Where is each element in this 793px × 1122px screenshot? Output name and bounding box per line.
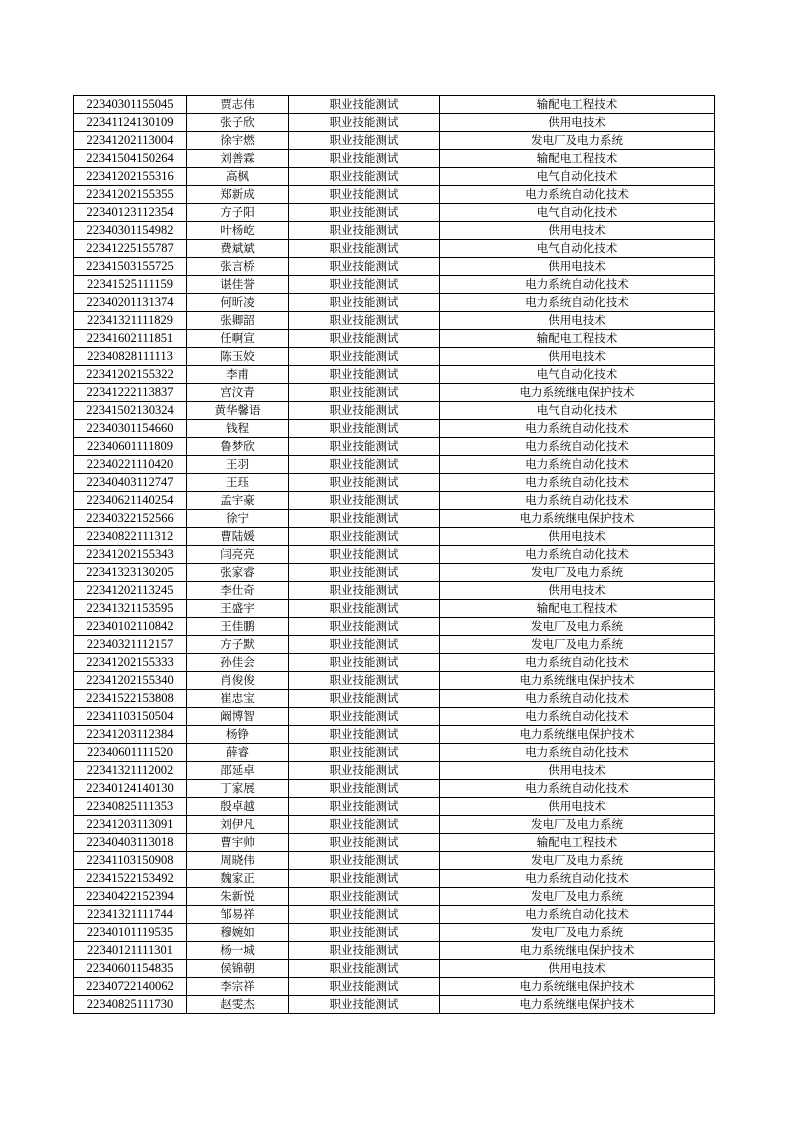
- candidate-name-cell: 王羽: [187, 456, 289, 474]
- candidate-name-cell: 薛睿: [187, 744, 289, 762]
- table-row: [74, 96, 715, 114]
- major-cell: 输配电工程技术: [440, 834, 715, 852]
- exam-type-cell: 职业技能测试: [289, 618, 440, 636]
- candidate-id-cell: 22341202155322: [74, 366, 187, 384]
- table-row: [74, 600, 715, 618]
- major-cell: 电力系统自动化技术: [440, 744, 715, 762]
- exam-type-cell: 职业技能测试: [289, 564, 440, 582]
- major-cell: 电力系统自动化技术: [440, 690, 715, 708]
- table-row: [74, 996, 715, 1014]
- candidate-id-cell: 22341522153492: [74, 870, 187, 888]
- candidate-id-cell: 22341202155343: [74, 546, 187, 564]
- table-row: [74, 960, 715, 978]
- major-cell: 电力系统自动化技术: [440, 186, 715, 204]
- candidate-name-cell: 肖俊俊: [187, 672, 289, 690]
- candidate-name-cell: 曹陆媛: [187, 528, 289, 546]
- exam-type-cell: 职业技能测试: [289, 582, 440, 600]
- exam-type-cell: 职业技能测试: [289, 240, 440, 258]
- exam-type-cell: 职业技能测试: [289, 402, 440, 420]
- table-row: [74, 276, 715, 294]
- candidate-id-cell: 22341202155316: [74, 168, 187, 186]
- candidate-id-cell: 22340601111520: [74, 744, 187, 762]
- table-row: [74, 150, 715, 168]
- candidate-name-cell: 侯锦朝: [187, 960, 289, 978]
- major-cell: 发电厂及电力系统: [440, 618, 715, 636]
- candidate-id-cell: 22341321153595: [74, 600, 187, 618]
- major-cell: 电力系统自动化技术: [440, 780, 715, 798]
- candidate-name-cell: 费斌斌: [187, 240, 289, 258]
- table-row: [74, 726, 715, 744]
- table-row: [74, 690, 715, 708]
- exam-type-cell: 职业技能测试: [289, 204, 440, 222]
- table-row: [74, 294, 715, 312]
- exam-type-cell: 职业技能测试: [289, 384, 440, 402]
- candidate-id-cell: 22341202113004: [74, 132, 187, 150]
- candidate-id-cell: 22340825111730: [74, 996, 187, 1014]
- exam-type-cell: 职业技能测试: [289, 492, 440, 510]
- candidate-id-cell: 22341103150504: [74, 708, 187, 726]
- major-cell: 电力系统自动化技术: [440, 546, 715, 564]
- candidate-name-cell: 李甫: [187, 366, 289, 384]
- major-cell: 电气自动化技术: [440, 402, 715, 420]
- major-cell: 电力系统继电保护技术: [440, 510, 715, 528]
- exam-type-cell: 职业技能测试: [289, 294, 440, 312]
- candidate-id-cell: 22341202155355: [74, 186, 187, 204]
- major-cell: 电力系统自动化技术: [440, 708, 715, 726]
- exam-type-cell: 职业技能测试: [289, 186, 440, 204]
- table-row: [74, 618, 715, 636]
- major-cell: 发电厂及电力系统: [440, 816, 715, 834]
- major-cell: 电气自动化技术: [440, 240, 715, 258]
- exam-type-cell: 职业技能测试: [289, 960, 440, 978]
- exam-type-cell: 职业技能测试: [289, 438, 440, 456]
- exam-type-cell: 职业技能测试: [289, 888, 440, 906]
- major-cell: 电力系统自动化技术: [440, 870, 715, 888]
- candidate-id-cell: 22340121111301: [74, 942, 187, 960]
- exam-type-cell: 职业技能测试: [289, 96, 440, 114]
- major-cell: 供用电技术: [440, 312, 715, 330]
- table-row: [74, 222, 715, 240]
- candidate-name-cell: 王盛宇: [187, 600, 289, 618]
- table-row: [74, 744, 715, 762]
- exam-type-cell: 职业技能测试: [289, 330, 440, 348]
- exam-type-cell: 职业技能测试: [289, 276, 440, 294]
- candidate-name-cell: 叶杨屹: [187, 222, 289, 240]
- candidate-name-cell: 徐宁: [187, 510, 289, 528]
- candidate-id-cell: 22341124130109: [74, 114, 187, 132]
- candidate-id-cell: 22341525111159: [74, 276, 187, 294]
- candidate-name-cell: 郑新成: [187, 186, 289, 204]
- table-row: [74, 132, 715, 150]
- candidate-id-cell: 22340301155045: [74, 96, 187, 114]
- candidate-name-cell: 邹易祥: [187, 906, 289, 924]
- candidate-id-cell: 22340101119535: [74, 924, 187, 942]
- table-row: [74, 870, 715, 888]
- exam-type-cell: 职业技能测试: [289, 672, 440, 690]
- candidate-id-cell: 22340422152394: [74, 888, 187, 906]
- table-row: [74, 924, 715, 942]
- major-cell: 供用电技术: [440, 348, 715, 366]
- candidate-id-cell: 22340124140130: [74, 780, 187, 798]
- candidate-id-cell: 22340201131374: [74, 294, 187, 312]
- major-cell: 电力系统自动化技术: [440, 438, 715, 456]
- candidate-name-cell: 张家睿: [187, 564, 289, 582]
- major-cell: 电气自动化技术: [440, 168, 715, 186]
- table-row: [74, 186, 715, 204]
- candidate-id-cell: 22341602111851: [74, 330, 187, 348]
- major-cell: 电力系统继电保护技术: [440, 726, 715, 744]
- major-cell: 输配电工程技术: [440, 96, 715, 114]
- candidate-id-cell: 22341202155340: [74, 672, 187, 690]
- exam-type-cell: 职业技能测试: [289, 510, 440, 528]
- exam-type-cell: 职业技能测试: [289, 798, 440, 816]
- candidate-id-cell: 22341203112384: [74, 726, 187, 744]
- candidate-id-cell: 22341502130324: [74, 402, 187, 420]
- table-row: [74, 888, 715, 906]
- major-cell: 发电厂及电力系统: [440, 924, 715, 942]
- table-row: [74, 438, 715, 456]
- candidate-name-cell: 孟宇豪: [187, 492, 289, 510]
- exam-type-cell: 职业技能测试: [289, 924, 440, 942]
- exam-type-cell: 职业技能测试: [289, 690, 440, 708]
- candidate-name-cell: 魏家正: [187, 870, 289, 888]
- candidate-name-cell: 赵雯杰: [187, 996, 289, 1014]
- exam-type-cell: 职业技能测试: [289, 852, 440, 870]
- table-row: [74, 564, 715, 582]
- major-cell: 电力系统自动化技术: [440, 276, 715, 294]
- exam-type-cell: 职业技能测试: [289, 942, 440, 960]
- table-row: [74, 582, 715, 600]
- candidate-id-cell: 22340722140062: [74, 978, 187, 996]
- candidate-name-cell: 徐宇燃: [187, 132, 289, 150]
- major-cell: 电力系统自动化技术: [440, 906, 715, 924]
- table-row: [74, 978, 715, 996]
- candidate-name-cell: 李仕奇: [187, 582, 289, 600]
- candidate-name-cell: 杨铮: [187, 726, 289, 744]
- exam-type-cell: 职业技能测试: [289, 312, 440, 330]
- exam-type-cell: 职业技能测试: [289, 906, 440, 924]
- exam-type-cell: 职业技能测试: [289, 708, 440, 726]
- exam-type-cell: 职业技能测试: [289, 528, 440, 546]
- candidate-id-cell: 22340822111312: [74, 528, 187, 546]
- exam-type-cell: 职业技能测试: [289, 978, 440, 996]
- candidate-id-cell: 22340321112157: [74, 636, 187, 654]
- candidate-id-cell: 22341504150264: [74, 150, 187, 168]
- candidate-id-cell: 22341202155333: [74, 654, 187, 672]
- candidate-name-cell: 殷卓越: [187, 798, 289, 816]
- candidate-name-cell: 张卿韶: [187, 312, 289, 330]
- table-row: [74, 114, 715, 132]
- candidate-id-cell: 22341321112002: [74, 762, 187, 780]
- table-row: [74, 330, 715, 348]
- candidate-name-cell: 王佳鹏: [187, 618, 289, 636]
- candidate-id-cell: 22340322152566: [74, 510, 187, 528]
- candidate-name-cell: 宫汶青: [187, 384, 289, 402]
- table-row: [74, 402, 715, 420]
- candidate-id-cell: 22340102110842: [74, 618, 187, 636]
- table-row: [74, 312, 715, 330]
- major-cell: 电力系统自动化技术: [440, 492, 715, 510]
- candidate-id-cell: 22341202113245: [74, 582, 187, 600]
- candidate-name-cell: 高枫: [187, 168, 289, 186]
- candidate-name-cell: 朱新悦: [187, 888, 289, 906]
- exam-type-cell: 职业技能测试: [289, 366, 440, 384]
- major-cell: 供用电技术: [440, 798, 715, 816]
- exam-type-cell: 职业技能测试: [289, 744, 440, 762]
- exam-type-cell: 职业技能测试: [289, 420, 440, 438]
- table-row: [74, 636, 715, 654]
- major-cell: 供用电技术: [440, 960, 715, 978]
- major-cell: 电力系统继电保护技术: [440, 978, 715, 996]
- table-row: [74, 168, 715, 186]
- candidate-id-cell: 22340601111809: [74, 438, 187, 456]
- exam-type-cell: 职业技能测试: [289, 870, 440, 888]
- candidate-name-cell: 阚博智: [187, 708, 289, 726]
- candidate-id-cell: 22341522153808: [74, 690, 187, 708]
- candidate-name-cell: 崔忠宝: [187, 690, 289, 708]
- table-row: [74, 852, 715, 870]
- candidate-name-cell: 闫亮亮: [187, 546, 289, 564]
- table-row: [74, 240, 715, 258]
- candidate-name-cell: 周晓伟: [187, 852, 289, 870]
- candidate-name-cell: 曹宇帅: [187, 834, 289, 852]
- table-row: [74, 906, 715, 924]
- exam-type-cell: 职业技能测试: [289, 762, 440, 780]
- candidate-id-cell: 22340601154835: [74, 960, 187, 978]
- candidate-name-cell: 任啊宣: [187, 330, 289, 348]
- candidate-id-cell: 22341323130205: [74, 564, 187, 582]
- major-cell: 供用电技术: [440, 582, 715, 600]
- major-cell: 发电厂及电力系统: [440, 852, 715, 870]
- candidate-name-cell: 钱程: [187, 420, 289, 438]
- exam-type-cell: 职业技能测试: [289, 168, 440, 186]
- exam-type-cell: 职业技能测试: [289, 600, 440, 618]
- major-cell: 电力系统继电保护技术: [440, 942, 715, 960]
- exam-type-cell: 职业技能测试: [289, 636, 440, 654]
- major-cell: 输配电工程技术: [440, 150, 715, 168]
- candidate-id-cell: 22341203113091: [74, 816, 187, 834]
- major-cell: 电力系统继电保护技术: [440, 996, 715, 1014]
- candidate-id-cell: 22341321111829: [74, 312, 187, 330]
- major-cell: 电气自动化技术: [440, 366, 715, 384]
- candidate-id-cell: 22340301154660: [74, 420, 187, 438]
- table-row: [74, 798, 715, 816]
- exam-type-cell: 职业技能测试: [289, 456, 440, 474]
- candidate-id-cell: 22340221110420: [74, 456, 187, 474]
- major-cell: 供用电技术: [440, 114, 715, 132]
- major-cell: 电力系统继电保护技术: [440, 672, 715, 690]
- table-row: [74, 420, 715, 438]
- candidate-name-cell: 何昕凌: [187, 294, 289, 312]
- major-cell: 输配电工程技术: [440, 330, 715, 348]
- candidate-name-cell: 鲁梦欣: [187, 438, 289, 456]
- candidate-id-cell: 22340403113018: [74, 834, 187, 852]
- major-cell: 电力系统自动化技术: [440, 294, 715, 312]
- candidate-id-cell: 22340828111113: [74, 348, 187, 366]
- candidate-name-cell: 黄华馨语: [187, 402, 289, 420]
- candidate-name-cell: 丁家展: [187, 780, 289, 798]
- exam-type-cell: 职业技能测试: [289, 834, 440, 852]
- major-cell: 发电厂及电力系统: [440, 132, 715, 150]
- candidate-id-cell: 22341321111744: [74, 906, 187, 924]
- candidate-name-cell: 王珏: [187, 474, 289, 492]
- candidate-roster-table: [73, 95, 715, 1014]
- candidate-name-cell: 张子欣: [187, 114, 289, 132]
- exam-type-cell: 职业技能测试: [289, 816, 440, 834]
- exam-type-cell: 职业技能测试: [289, 114, 440, 132]
- table-row: [74, 762, 715, 780]
- candidate-name-cell: 孙佳会: [187, 654, 289, 672]
- exam-type-cell: 职业技能测试: [289, 654, 440, 672]
- exam-type-cell: 职业技能测试: [289, 258, 440, 276]
- major-cell: 电力系统自动化技术: [440, 420, 715, 438]
- major-cell: 供用电技术: [440, 258, 715, 276]
- table-row: [74, 546, 715, 564]
- candidate-name-cell: 贾志伟: [187, 96, 289, 114]
- candidate-name-cell: 李宗祥: [187, 978, 289, 996]
- candidate-name-cell: 刘伊凡: [187, 816, 289, 834]
- major-cell: 电力系统继电保护技术: [440, 384, 715, 402]
- exam-type-cell: 职业技能测试: [289, 348, 440, 366]
- exam-type-cell: 职业技能测试: [289, 150, 440, 168]
- exam-type-cell: 职业技能测试: [289, 474, 440, 492]
- exam-type-cell: 职业技能测试: [289, 726, 440, 744]
- candidate-name-cell: 穆婉如: [187, 924, 289, 942]
- major-cell: 电气自动化技术: [440, 204, 715, 222]
- major-cell: 电力系统自动化技术: [440, 474, 715, 492]
- table-row: [74, 510, 715, 528]
- table-row: [74, 654, 715, 672]
- exam-type-cell: 职业技能测试: [289, 546, 440, 564]
- table-row: [74, 384, 715, 402]
- table-row: [74, 348, 715, 366]
- major-cell: 输配电工程技术: [440, 600, 715, 618]
- exam-type-cell: 职业技能测试: [289, 780, 440, 798]
- table-row: [74, 942, 715, 960]
- candidate-id-cell: 22340123112354: [74, 204, 187, 222]
- roster-body: [74, 96, 715, 1014]
- table-row: [74, 816, 715, 834]
- exam-type-cell: 职业技能测试: [289, 996, 440, 1014]
- major-cell: 电力系统自动化技术: [440, 654, 715, 672]
- exam-type-cell: 职业技能测试: [289, 222, 440, 240]
- candidate-name-cell: 邵延卓: [187, 762, 289, 780]
- major-cell: 供用电技术: [440, 762, 715, 780]
- candidate-name-cell: 杨一城: [187, 942, 289, 960]
- table-row: [74, 708, 715, 726]
- candidate-name-cell: 方子阳: [187, 204, 289, 222]
- candidate-id-cell: 22340403112747: [74, 474, 187, 492]
- candidate-name-cell: 方子默: [187, 636, 289, 654]
- table-row: [74, 204, 715, 222]
- major-cell: 发电厂及电力系统: [440, 888, 715, 906]
- candidate-id-cell: 22340301154982: [74, 222, 187, 240]
- candidate-id-cell: 22340621140254: [74, 492, 187, 510]
- table-row: [74, 474, 715, 492]
- major-cell: 发电厂及电力系统: [440, 564, 715, 582]
- table-row: [74, 834, 715, 852]
- table-row: [74, 456, 715, 474]
- candidate-name-cell: 张言桥: [187, 258, 289, 276]
- major-cell: 供用电技术: [440, 222, 715, 240]
- table-row: [74, 528, 715, 546]
- table-row: [74, 492, 715, 510]
- exam-type-cell: 职业技能测试: [289, 132, 440, 150]
- major-cell: 供用电技术: [440, 528, 715, 546]
- candidate-id-cell: 22341103150908: [74, 852, 187, 870]
- candidate-id-cell: 22341225155787: [74, 240, 187, 258]
- candidate-id-cell: 22341222113837: [74, 384, 187, 402]
- candidate-name-cell: 谌佳誉: [187, 276, 289, 294]
- table-row: [74, 780, 715, 798]
- table-row: [74, 672, 715, 690]
- candidate-name-cell: 刘善霖: [187, 150, 289, 168]
- table-row: [74, 258, 715, 276]
- candidate-name-cell: 陈玉姣: [187, 348, 289, 366]
- candidate-id-cell: 22341503155725: [74, 258, 187, 276]
- major-cell: 电力系统自动化技术: [440, 456, 715, 474]
- candidate-id-cell: 22340825111353: [74, 798, 187, 816]
- table-row: [74, 366, 715, 384]
- major-cell: 发电厂及电力系统: [440, 636, 715, 654]
